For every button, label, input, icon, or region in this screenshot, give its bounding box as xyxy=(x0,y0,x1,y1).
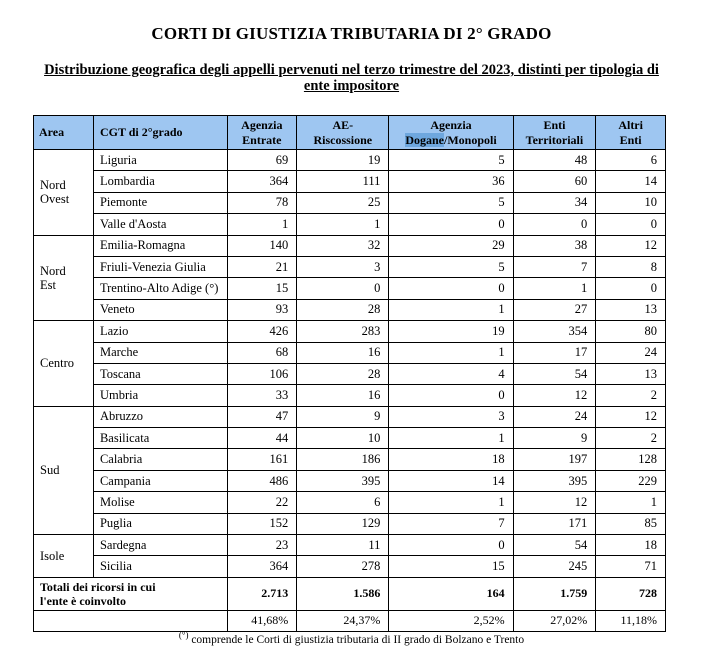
cgt-name: Liguria xyxy=(93,150,227,171)
total-value: 1.586 xyxy=(297,577,389,610)
page-subtitle: Distribuzione geografica degli appelli pervenuti nel terzo trimestre del 2023, distinti per tipologia di ente impositore xyxy=(44,62,659,94)
cell-value: 1 xyxy=(513,278,596,299)
cell-value: 36 xyxy=(389,171,513,192)
table-row xyxy=(34,556,666,577)
cgt-name: Sicilia xyxy=(93,556,227,577)
cell-value: 54 xyxy=(513,363,596,384)
header-altri-enti-line1: Altri xyxy=(618,117,643,132)
cell-value: 12 xyxy=(513,492,596,513)
header-enti-territoriali-line2: Territoriali xyxy=(525,132,584,147)
header-ae-riscossione-line2: Riscossione xyxy=(313,132,373,147)
cell-value: 16 xyxy=(297,342,389,363)
totals-label-line2: l'ente è coinvolto xyxy=(40,593,126,608)
table-row xyxy=(34,150,666,171)
cgt-name: Abruzzo xyxy=(93,406,227,427)
cell-value: 171 xyxy=(513,513,596,534)
cell-value: 15 xyxy=(227,278,297,299)
cell-value: 69 xyxy=(227,150,297,171)
cell-value: 47 xyxy=(227,406,297,427)
cell-value: 27 xyxy=(513,299,596,320)
table-row xyxy=(34,470,666,491)
header-agenzia-entrate xyxy=(227,116,297,150)
table-row xyxy=(34,235,666,256)
total-value: 728 xyxy=(596,577,666,610)
cell-value: 29 xyxy=(389,235,513,256)
header-agenzia-dogane-line1: Agenzia xyxy=(430,117,472,132)
header-agenzia-entrate-line2: Entrate xyxy=(242,132,282,147)
total-value: 2.713 xyxy=(227,577,297,610)
cell-value: 0 xyxy=(389,385,513,406)
cgt-name: Valle d'Aosta xyxy=(93,214,227,235)
cell-value: 1 xyxy=(389,492,513,513)
table-row xyxy=(34,535,666,556)
cell-value: 106 xyxy=(227,363,297,384)
cell-value: 18 xyxy=(596,535,666,556)
header-agenzia-entrate-line1: Agenzia xyxy=(241,117,283,132)
table-row xyxy=(34,299,666,320)
cell-value: 14 xyxy=(596,171,666,192)
cgt-name: Puglia xyxy=(93,513,227,534)
area-label-line2: Ovest xyxy=(40,192,70,207)
cgt-name: Calabria xyxy=(93,449,227,470)
cell-value: 34 xyxy=(513,192,596,213)
cell-value: 5 xyxy=(389,192,513,213)
table-row xyxy=(34,363,666,384)
cell-value: 229 xyxy=(596,470,666,491)
cell-value: 7 xyxy=(513,256,596,277)
cell-value: 152 xyxy=(227,513,297,534)
cgt-name: Veneto xyxy=(93,299,227,320)
cell-value: 60 xyxy=(513,171,596,192)
header-agenzia-dogane-line2: /Monopoli xyxy=(444,132,497,147)
header-enti-territoriali xyxy=(513,116,596,150)
cell-value: 9 xyxy=(297,406,389,427)
cgt-name: Trentino-Alto Adige (°) xyxy=(93,278,227,299)
cell-value: 24 xyxy=(513,406,596,427)
cell-value: 111 xyxy=(297,171,389,192)
percentages-row xyxy=(34,610,666,631)
cell-value: 10 xyxy=(297,428,389,449)
area-label-line2: Est xyxy=(40,277,56,292)
percentage-value: 11,18% xyxy=(596,610,666,631)
cgt-name: Lazio xyxy=(93,321,227,342)
cell-value: 22 xyxy=(227,492,297,513)
total-value: 1.759 xyxy=(513,577,596,610)
cell-value: 0 xyxy=(596,214,666,235)
table-row xyxy=(34,278,666,299)
table-row xyxy=(34,385,666,406)
cell-value: 8 xyxy=(596,256,666,277)
cell-value: 12 xyxy=(596,235,666,256)
cell-value: 5 xyxy=(389,256,513,277)
cell-value: 0 xyxy=(297,278,389,299)
cell-value: 0 xyxy=(389,278,513,299)
cell-value: 283 xyxy=(297,321,389,342)
cell-value: 93 xyxy=(227,299,297,320)
header-agenzia-dogane-highlight: Dogane xyxy=(405,132,444,147)
header-enti-territoriali-line1: Enti xyxy=(543,117,566,132)
cell-value: 354 xyxy=(513,321,596,342)
cell-value: 2 xyxy=(596,385,666,406)
cell-value: 54 xyxy=(513,535,596,556)
cell-value: 16 xyxy=(297,385,389,406)
cell-value: 28 xyxy=(297,299,389,320)
cell-value: 10 xyxy=(596,192,666,213)
table-row xyxy=(34,513,666,534)
area-label-line1: Sud xyxy=(40,463,60,478)
cell-value: 25 xyxy=(297,192,389,213)
cell-value: 186 xyxy=(297,449,389,470)
header-ae-riscossione-line1: AE- xyxy=(332,117,354,132)
area-cell xyxy=(34,406,94,534)
cell-value: 1 xyxy=(297,214,389,235)
percentage-value: 27,02% xyxy=(513,610,596,631)
cell-value: 395 xyxy=(513,470,596,491)
cell-value: 1 xyxy=(389,342,513,363)
area-cell xyxy=(34,535,94,578)
cell-value: 6 xyxy=(596,150,666,171)
table-row xyxy=(34,342,666,363)
cell-value: 12 xyxy=(596,406,666,427)
cell-value: 28 xyxy=(297,363,389,384)
cell-value: 3 xyxy=(297,256,389,277)
table-header-row xyxy=(34,116,666,150)
cgt-name: Umbria xyxy=(93,385,227,406)
cell-value: 1 xyxy=(596,492,666,513)
cgt-name: Sardegna xyxy=(93,535,227,556)
cell-value: 9 xyxy=(513,428,596,449)
footnote-mark: (°) xyxy=(178,630,189,640)
cell-value: 13 xyxy=(596,363,666,384)
cell-value: 1 xyxy=(227,214,297,235)
cell-value: 5 xyxy=(389,150,513,171)
cgt-name: Molise xyxy=(93,492,227,513)
footnote xyxy=(0,630,703,646)
table-row xyxy=(34,256,666,277)
cgt-name: Toscana xyxy=(93,363,227,384)
appeals-table xyxy=(33,115,666,632)
table-row xyxy=(34,192,666,213)
area-label-line1: Isole xyxy=(40,548,65,563)
table-body xyxy=(34,150,666,578)
cell-value: 14 xyxy=(389,470,513,491)
percentage-value: 41,68% xyxy=(227,610,297,631)
cell-value: 1 xyxy=(389,428,513,449)
cell-value: 38 xyxy=(513,235,596,256)
cell-value: 85 xyxy=(596,513,666,534)
cgt-name: Piemonte xyxy=(93,192,227,213)
cell-value: 80 xyxy=(596,321,666,342)
percentages-spacer xyxy=(34,610,228,631)
area-label-line1: Centro xyxy=(40,356,75,371)
cell-value: 11 xyxy=(297,535,389,556)
area-label-line1: Nord xyxy=(40,178,66,193)
table-row xyxy=(34,171,666,192)
cell-value: 395 xyxy=(297,470,389,491)
page-title: CORTI DI GIUSTIZIA TRIBUTARIA DI 2° GRADO xyxy=(151,24,552,43)
cell-value: 3 xyxy=(389,406,513,427)
header-agenzia-dogane xyxy=(389,116,513,150)
header-altri-enti-line2: Enti xyxy=(619,132,642,147)
cgt-name: Basilicata xyxy=(93,428,227,449)
cell-value: 19 xyxy=(389,321,513,342)
cell-value: 128 xyxy=(596,449,666,470)
header-ae-riscossione xyxy=(297,116,389,150)
cell-value: 12 xyxy=(513,385,596,406)
cell-value: 17 xyxy=(513,342,596,363)
totals-label xyxy=(34,577,228,610)
area-label-line1: Nord xyxy=(40,263,66,278)
table-row xyxy=(34,214,666,235)
cell-value: 364 xyxy=(227,171,297,192)
cell-value: 426 xyxy=(227,321,297,342)
cell-value: 4 xyxy=(389,363,513,384)
percentage-value: 24,37% xyxy=(297,610,389,631)
header-area: Area xyxy=(34,116,94,150)
cell-value: 44 xyxy=(227,428,297,449)
cgt-name: Marche xyxy=(93,342,227,363)
cell-value: 18 xyxy=(389,449,513,470)
cgt-name: Friuli-Venezia Giulia xyxy=(93,256,227,277)
cell-value: 2 xyxy=(596,428,666,449)
header-cgt: CGT di 2°grado xyxy=(93,116,227,150)
cell-value: 7 xyxy=(389,513,513,534)
cell-value: 129 xyxy=(297,513,389,534)
cgt-name: Emilia-Romagna xyxy=(93,235,227,256)
totals-row xyxy=(34,577,666,610)
cell-value: 33 xyxy=(227,385,297,406)
cell-value: 486 xyxy=(227,470,297,491)
cell-value: 15 xyxy=(389,556,513,577)
cell-value: 0 xyxy=(389,214,513,235)
table-row xyxy=(34,428,666,449)
cell-value: 21 xyxy=(227,256,297,277)
cell-value: 0 xyxy=(513,214,596,235)
table-row xyxy=(34,449,666,470)
cell-value: 24 xyxy=(596,342,666,363)
total-value: 164 xyxy=(389,577,513,610)
table-row xyxy=(34,492,666,513)
cgt-name: Campania xyxy=(93,470,227,491)
cell-value: 13 xyxy=(596,299,666,320)
cell-value: 161 xyxy=(227,449,297,470)
totals-label-line1: Totali dei ricorsi in cui xyxy=(40,579,156,594)
cell-value: 140 xyxy=(227,235,297,256)
area-cell xyxy=(34,235,94,321)
footnote-text: comprende le Corti di giustizia tributaria di II grado di Bolzano e Trento xyxy=(188,633,525,646)
percentage-value: 2,52% xyxy=(389,610,513,631)
cell-value: 364 xyxy=(227,556,297,577)
cell-value: 48 xyxy=(513,150,596,171)
area-cell xyxy=(34,150,94,236)
cell-value: 32 xyxy=(297,235,389,256)
cell-value: 19 xyxy=(297,150,389,171)
cell-value: 197 xyxy=(513,449,596,470)
cell-value: 0 xyxy=(596,278,666,299)
cell-value: 71 xyxy=(596,556,666,577)
cgt-name: Lombardia xyxy=(93,171,227,192)
table-row xyxy=(34,321,666,342)
cell-value: 1 xyxy=(389,299,513,320)
area-cell xyxy=(34,321,94,407)
cell-value: 78 xyxy=(227,192,297,213)
table-row xyxy=(34,406,666,427)
cell-value: 245 xyxy=(513,556,596,577)
cell-value: 0 xyxy=(389,535,513,556)
cell-value: 68 xyxy=(227,342,297,363)
cell-value: 6 xyxy=(297,492,389,513)
cell-value: 23 xyxy=(227,535,297,556)
header-altri-enti xyxy=(596,116,666,150)
cell-value: 278 xyxy=(297,556,389,577)
